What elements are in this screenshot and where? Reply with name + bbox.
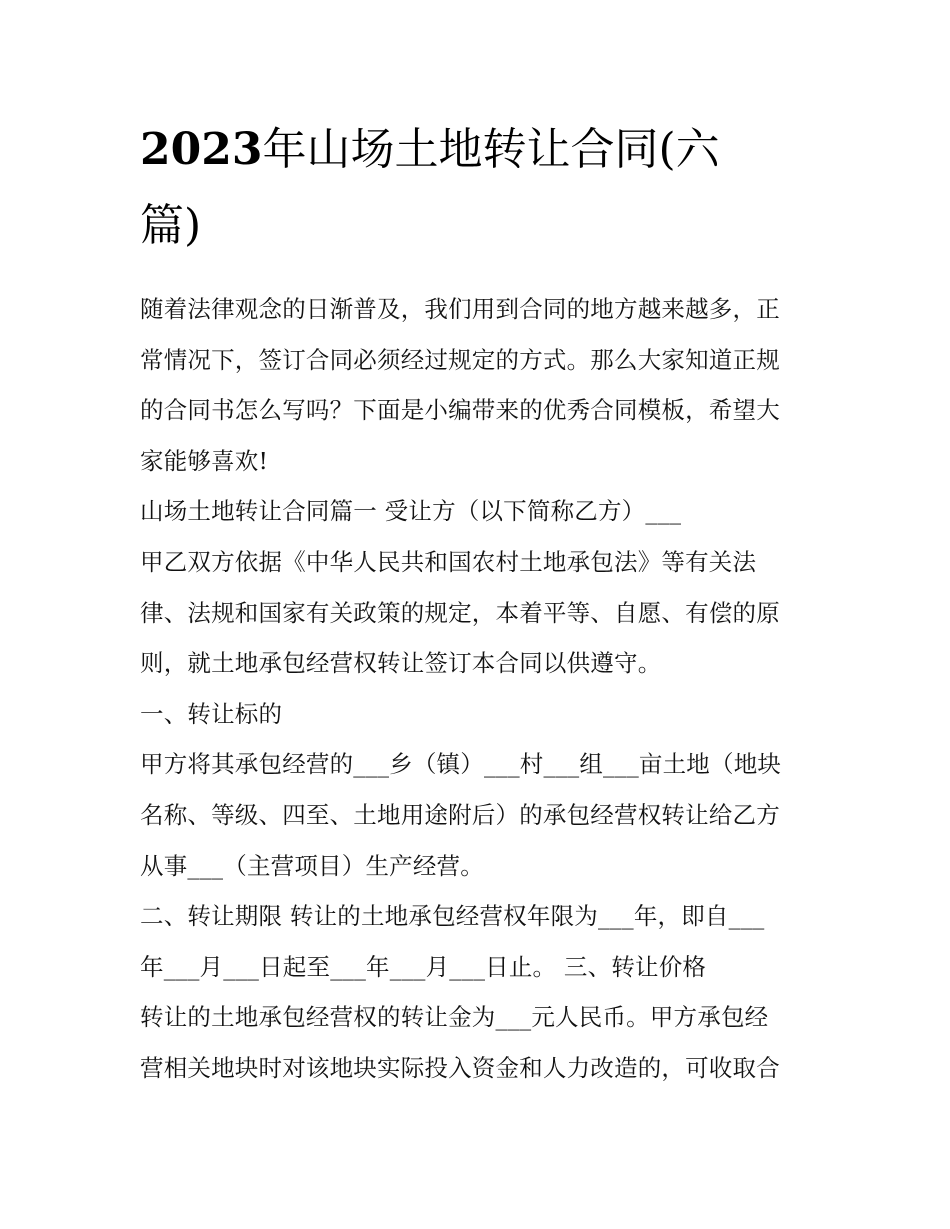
body-line: 常情况下，签订合同必须经过规定的方式。那么大家知道正规	[140, 345, 780, 374]
body-line: 家能够喜欢!	[140, 446, 269, 475]
document-page	[140, 112, 812, 1094]
body-line: 营相关地块时对该地块实际投入资金和人力改造的，可收取合	[140, 1053, 780, 1082]
body-line: 随着法律观念的日渐普及，我们用到合同的地方越来越多，正	[140, 295, 780, 323]
body-line: 年___月___日起至___年___月___日止。 三、转让价格	[140, 952, 707, 981]
body-line: 甲方将其承包经营的___乡（镇）___村___组___亩土地（地块	[140, 750, 782, 779]
document-body	[140, 284, 812, 1094]
title-year: 2023	[140, 124, 263, 175]
body-line: 转让的土地承包经营权的转让金为___元人民币。甲方承包经	[140, 1003, 769, 1032]
body-line: 二、转让期限 转让的土地承包经营权年限为___年，即自___	[140, 902, 765, 931]
body-line: 从事___（主营项目）生产经营。	[140, 851, 484, 880]
title-text-line2: 篇)	[140, 200, 202, 251]
body-line: 甲乙双方依据《中华人民共和国农村土地承包法》等有关法	[140, 547, 757, 576]
section-heading: 一、转让标的	[140, 699, 283, 728]
document-title	[140, 112, 812, 264]
body-line: 的合同书怎么写吗？下面是小编带来的优秀合同模板，希望大	[140, 396, 780, 425]
body-line: 名称、等级、四至、土地用途附后）的承包经营权转让给乙方	[140, 800, 780, 829]
body-line: 山场土地转让合同篇一 受让方（以下简称乙方）___	[140, 497, 682, 526]
body-line: 则，就土地承包经营权转让签订本合同以供遵守。	[140, 649, 662, 678]
title-text: 年山场土地转让合同(六	[262, 124, 720, 175]
body-line: 律、法规和国家有关政策的规定，本着平等、自愿、有偿的原	[140, 598, 780, 627]
